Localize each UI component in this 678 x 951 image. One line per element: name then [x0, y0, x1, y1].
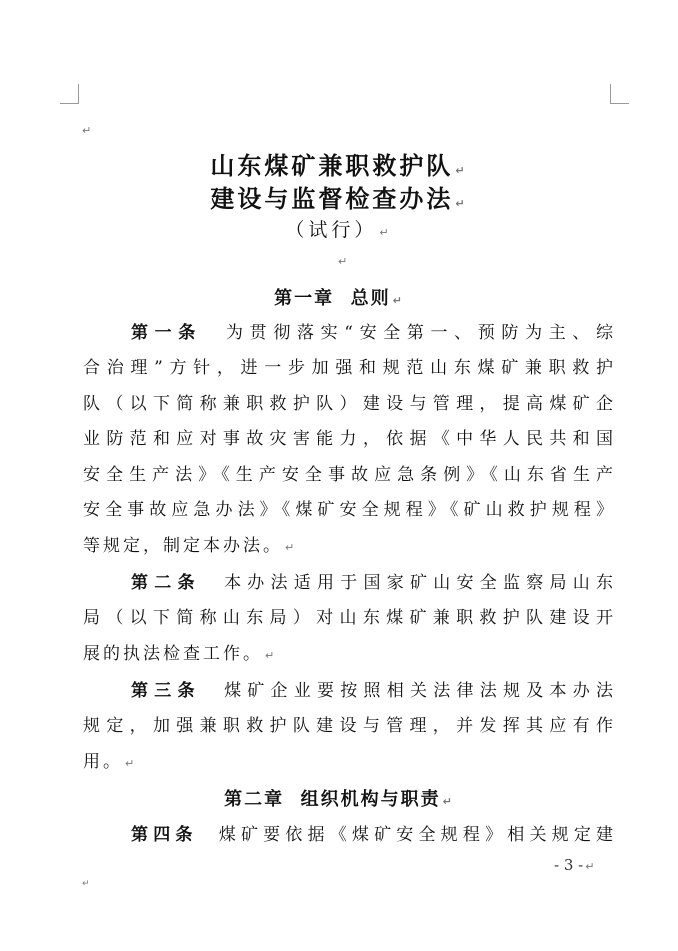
body-line: 第四条 煤矿要依据《煤矿安全规程》相关规定建: [131, 825, 614, 845]
body-line: 局（以下简称山东局）对山东煤矿兼职救护队建设开: [83, 608, 613, 628]
body-line: 安全事故应急办法》《煤矿安全规程》《矿山救护规程》: [83, 500, 613, 520]
body-line: 安全生产法》《生产安全事故应急条例》《山东省生产: [83, 465, 613, 485]
article-label: 第一条: [131, 323, 202, 343]
paragraph-mark: ↵: [338, 255, 348, 268]
body-line: 第二条 本办法适用于国家矿山安全监察局山东: [131, 573, 614, 593]
body-line: 第三条 煤矿企业要按照相关法律法规及本办法: [131, 681, 614, 701]
chapter-2-heading: 第二章 组织机构与职责 ↵: [224, 789, 454, 810]
body-line: 用。 ↵: [83, 752, 138, 772]
body-line: 业防范和应对事故灾害能力，依据《中华人民共和国: [83, 429, 613, 449]
body-line: 等规定，制定本办法。 ↵: [83, 536, 298, 556]
body-line: 展的执法检查工作。 ↵: [83, 644, 278, 664]
paragraph-mark: ↵: [82, 879, 90, 889]
article-label: 第三条: [131, 681, 201, 701]
body-line: 规定，加强兼职救护队建设与管理，并发挥其应有作: [83, 716, 613, 736]
body-line: 合治理”方针，进一步加强和规范山东煤矿兼职救护: [83, 358, 613, 378]
body-line: 第一条 为贯彻落实“安全第一、预防为主、综: [131, 323, 613, 343]
article-label: 第四条: [131, 825, 198, 845]
subtitle: （试行） ↵: [285, 219, 393, 241]
page-number: - 3 - ↵: [554, 856, 595, 874]
article-label: 第二条: [131, 573, 201, 593]
title-line-2: 建设与监督检查办法 ↵: [210, 185, 468, 213]
chapter-1-heading: 第一章 总则 ↵: [274, 288, 404, 309]
title-line-1: 山东煤矿兼职救护队 ↵: [210, 152, 468, 180]
paragraph-mark: ↵: [82, 124, 92, 137]
body-line: 队（以下简称兼职救护队）建设与管理，提高煤矿企: [83, 394, 613, 414]
